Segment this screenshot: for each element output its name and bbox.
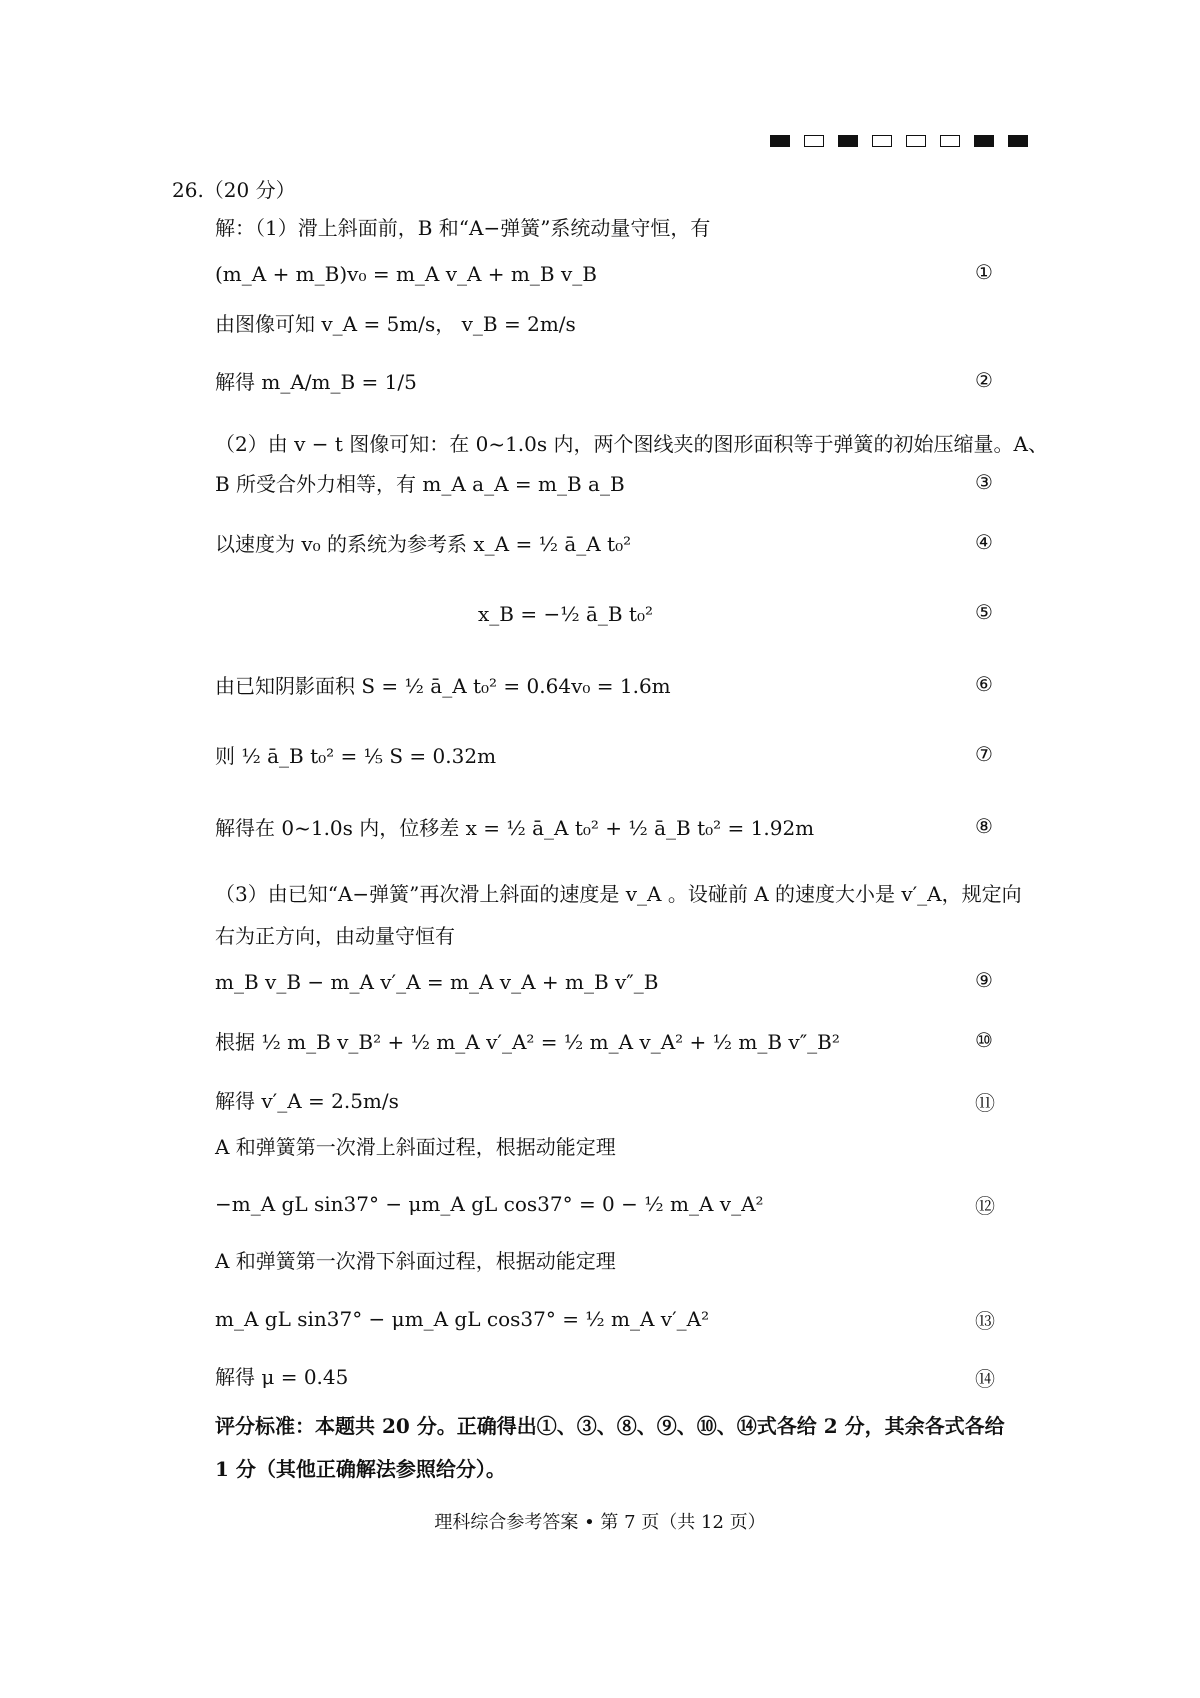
equation-number: ④	[975, 530, 993, 554]
header-marks	[770, 135, 1028, 147]
header-mark	[872, 135, 892, 147]
equation-number: ②	[975, 368, 993, 392]
page-footer: 理科综合参考答案 • 第 7 页（共 12 页）	[434, 1512, 766, 1533]
header-mark	[974, 135, 994, 147]
equation-line: m_B v_B − m_A v′_A = m_A v_A + m_B v″_B	[215, 970, 659, 994]
equation-line: −m_A gL sin37° − μm_A gL cos37° = 0 − ½ m_A v_A²	[215, 1192, 764, 1216]
equation-line: 则 ½ ā_B t₀² = ⅕ S = 0.32m	[215, 744, 497, 768]
scoring-criteria-line: 评分标准：本题共 20 分。正确得出①、③、⑧、⑨、⑩、⑭式各给 2 分，其余各式各给	[215, 1414, 1005, 1438]
equation-number: ⑪	[975, 1091, 995, 1115]
equation-line: 根据 ½ m_B v_B² + ½ m_A v′_A² = ½ m_A v_A² + ½ m_B v″_B²	[215, 1030, 840, 1054]
equation-number: ⑤	[975, 600, 993, 624]
header-mark	[906, 135, 926, 147]
solution-line: （3）由已知“A−弹簧”再次滑上斜面的速度是 v_A 。设碰前 A 的速度大小是 v′_A，规定向	[215, 882, 1022, 906]
header-mark	[770, 135, 790, 147]
header-mark	[1008, 135, 1028, 147]
equation-line: 解得 v′_A = 2.5m/s	[215, 1089, 399, 1113]
scoring-criteria-line: 1 分（其他正确解法参照给分）。	[215, 1457, 506, 1481]
equation-line: 解得在 0~1.0s 内，位移差 x = ½ ā_A t₀² + ½ ā_B t₀² = 1.92m	[215, 816, 815, 840]
equation-number: ⑨	[975, 968, 993, 992]
solution-line: A 和弹簧第一次滑上斜面过程，根据动能定理	[215, 1135, 616, 1159]
equation-number: ③	[975, 470, 993, 494]
equation-line: x_B = −½ ā_B t₀²	[478, 602, 653, 626]
equation-line: m_A gL sin37° − μm_A gL cos37° = ½ m_A v′_A²	[215, 1307, 710, 1331]
equation-number: ⑩	[975, 1028, 993, 1052]
header-mark	[940, 135, 960, 147]
equation-number: ⑭	[975, 1367, 995, 1391]
equation-number: ⑧	[975, 814, 993, 838]
question-label: 26.（20 分）	[172, 178, 296, 202]
equation-number: ①	[975, 260, 993, 284]
header-mark	[838, 135, 858, 147]
equation-number: ⑫	[975, 1194, 995, 1218]
solution-line: A 和弹簧第一次滑下斜面过程，根据动能定理	[215, 1249, 616, 1273]
equation-line: 以速度为 v₀ 的系统为参考系 x_A = ½ ā_A t₀²	[215, 532, 632, 556]
equation-number: ⑬	[975, 1309, 995, 1333]
equation-line: 解得 m_A/m_B = 1/5	[215, 370, 417, 394]
equation-number: ⑦	[975, 742, 993, 766]
equation-line: (m_A + m_B)v₀ = m_A v_A + m_B v_B	[215, 262, 597, 286]
equation-number: ⑥	[975, 672, 993, 696]
solution-line: 解：（1）滑上斜面前，B 和“A−弹簧”系统动量守恒，有	[215, 216, 711, 240]
solution-line: （2）由 v − t 图像可知：在 0~1.0s 内，两个图线夹的图形面积等于弹簧的初始压缩量。A、	[215, 432, 1048, 456]
solution-line: 由图像可知 v_A = 5m/s， v_B = 2m/s	[215, 312, 576, 336]
equation-line: 解得 μ = 0.45	[215, 1365, 349, 1389]
equation-line: 由已知阴影面积 S = ½ ā_A t₀² = 0.64v₀ = 1.6m	[215, 674, 671, 698]
header-mark	[804, 135, 824, 147]
solution-line: 右为正方向，由动量守恒有	[215, 924, 455, 948]
equation-line: B 所受合外力相等，有 m_A a_A = m_B a_B	[215, 472, 625, 496]
